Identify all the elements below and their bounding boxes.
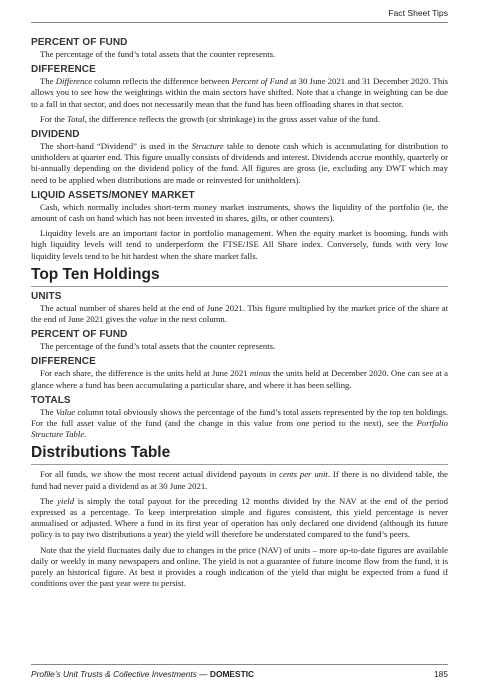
footer-publication	[31, 669, 254, 679]
text: column total obviously shows the percentage of the fund’s total assets represented by the top ten holdings. For the full asset value of the fund (and the change in this value from one period to the next), see the	[31, 406, 448, 429]
emphasis: Percent of Fund	[231, 76, 288, 87]
section-dividend	[31, 129, 448, 186]
section-difference	[31, 64, 448, 125]
paragraph	[31, 368, 448, 390]
paragraph: Liquidity levels are an important factor in portfolio management. When the equity market is booming, funds with high liquidity levels will tend to underperform the FTSE/JSE All Share index. Conversely, funds with very low liquidity levels tend to be hit hardest when the share market falls.	[31, 228, 448, 261]
text: The	[40, 406, 56, 417]
heading-totals: TOTALS	[31, 394, 71, 406]
text: The actual number of shares held at the end of June 2021. This figure multiplied by the market price of the share at the end of June 2021 gives the	[31, 302, 448, 325]
text: the units held at December 2020. One can see at a glance where a fund has been accumulating a particular share, and where it has been selling.	[31, 368, 448, 390]
emphasis: Value	[55, 406, 76, 417]
paragraph	[31, 496, 448, 541]
section-totals	[31, 395, 448, 441]
text: . If there is no dividend table, the fund had never paid a dividend as at 30 June 2021.	[31, 469, 449, 491]
emphasis: Portfolio Structure Table	[31, 418, 448, 440]
text: The short-hand “Dividend” is used in the	[40, 141, 192, 152]
paragraph: Cash, which normally includes short-term money market instruments, shows the liquidity of the portfolio (ie, the amount of cash on hand which has not been invested in shares, gilts, or other counters).	[31, 201, 448, 224]
paragraph	[31, 407, 448, 441]
heading-units: UNITS	[31, 290, 62, 302]
text: For all funds, we show the most recent actual dividend payouts in	[40, 469, 280, 480]
text: is simply the total payout for the preceding 12 months divided by the NAV at the end of the period expressed as a percentage. To keep interpretation simple and figures consistent, this yield percentage is never annualised or adjusted. Where a fund in its first year of operation has only declared one dividend (although its future policy is to pay two distributions a year) the yield will therefore be understated compared to the fund’s peers.	[31, 495, 448, 540]
text: For the	[40, 113, 68, 124]
heading-distributions-table: Distributions Table	[31, 444, 448, 465]
paragraph: The percentage of the fund’s total assets that the counter represents.	[40, 341, 276, 352]
heading-dividend: DIVIDEND	[31, 129, 80, 141]
page-number: 185	[434, 669, 448, 679]
paragraph	[31, 141, 448, 186]
section-distributions	[31, 469, 448, 589]
text: The	[40, 76, 56, 87]
heading-top-ten-holdings: Top Ten Holdings	[31, 266, 448, 287]
heading-percent-of-fund: PERCENT OF FUND	[31, 37, 128, 48]
publication-title: Profile’s Unit Trusts & Collective Investments —	[31, 669, 210, 679]
emphasis: Difference	[55, 76, 93, 87]
paragraph	[31, 49, 448, 60]
heading-percent-of-fund-2: PERCENT OF FUND	[31, 329, 128, 341]
text: The	[40, 495, 58, 506]
section-percent-of-fund	[31, 37, 448, 60]
emphasis: Structure	[191, 141, 224, 152]
heading-difference-2: DIFFERENCE	[31, 356, 96, 368]
section-difference-2	[31, 356, 448, 390]
section-percent-of-fund-2	[31, 329, 448, 352]
paragraph	[31, 469, 448, 491]
text: table to denote cash which is accumulating for distribution to unitholders at quarter end. This figure usually consists of dividends and interest. Dividends accrue monthly, quarterly or bi-annually depending on the dividend policy of the fund. All figures are gross (ie, excluding any DWT which may need to be applied when distributions are made or reinvested for unitholders).	[31, 141, 449, 185]
heading-difference: DIFFERENCE	[31, 64, 96, 76]
emphasis: Total	[67, 113, 85, 124]
content	[31, 37, 448, 594]
emphasis: cents per unit	[279, 469, 328, 480]
text: .	[84, 429, 87, 440]
section-units	[31, 291, 448, 325]
section-liquid-assets	[31, 190, 448, 262]
heading-liquid-assets: LIQUID ASSETS/MONEY MARKET	[31, 189, 195, 201]
publication-edition: DOMESTIC	[209, 669, 255, 679]
emphasis: value	[138, 314, 158, 325]
paragraph: Note that the yield fluctuates daily due to changes in the price (NAV) of units – more up-to-date figures are available daily or weekly in many newspapers and online. The yield is not a guarantee of future income flow from the fund, it is purely an historical figure. At best it provides a rough indication of the yield that might be expected from a fund if conditions over the past year were to persist.	[31, 544, 448, 589]
text: at 30 June 2021 and 31 December 2020. This allows you to see how the weightings within the main sectors have shifted. Note that a change in weighting can be due to a fall in that sector, and does not necessarily mean that the fund has been offloading shares in that sector.	[31, 76, 448, 109]
running-head: Fact Sheet Tips	[31, 8, 448, 23]
text: The percentage of the fund’s total assets that the counter represents.	[40, 49, 276, 59]
text: , the difference reflects the growth (or shrinkage) in the gross asset value of the fund.	[84, 113, 380, 124]
paragraph	[31, 303, 448, 325]
text: For each share, the difference is the units held at June 2021	[40, 368, 250, 379]
paragraph	[31, 76, 448, 110]
text: column reflects the difference between	[92, 76, 232, 87]
text: in the next column.	[157, 314, 227, 325]
paragraph	[31, 114, 448, 125]
footer	[31, 664, 448, 679]
emphasis: yield	[57, 495, 75, 506]
emphasis: minus	[249, 368, 271, 379]
